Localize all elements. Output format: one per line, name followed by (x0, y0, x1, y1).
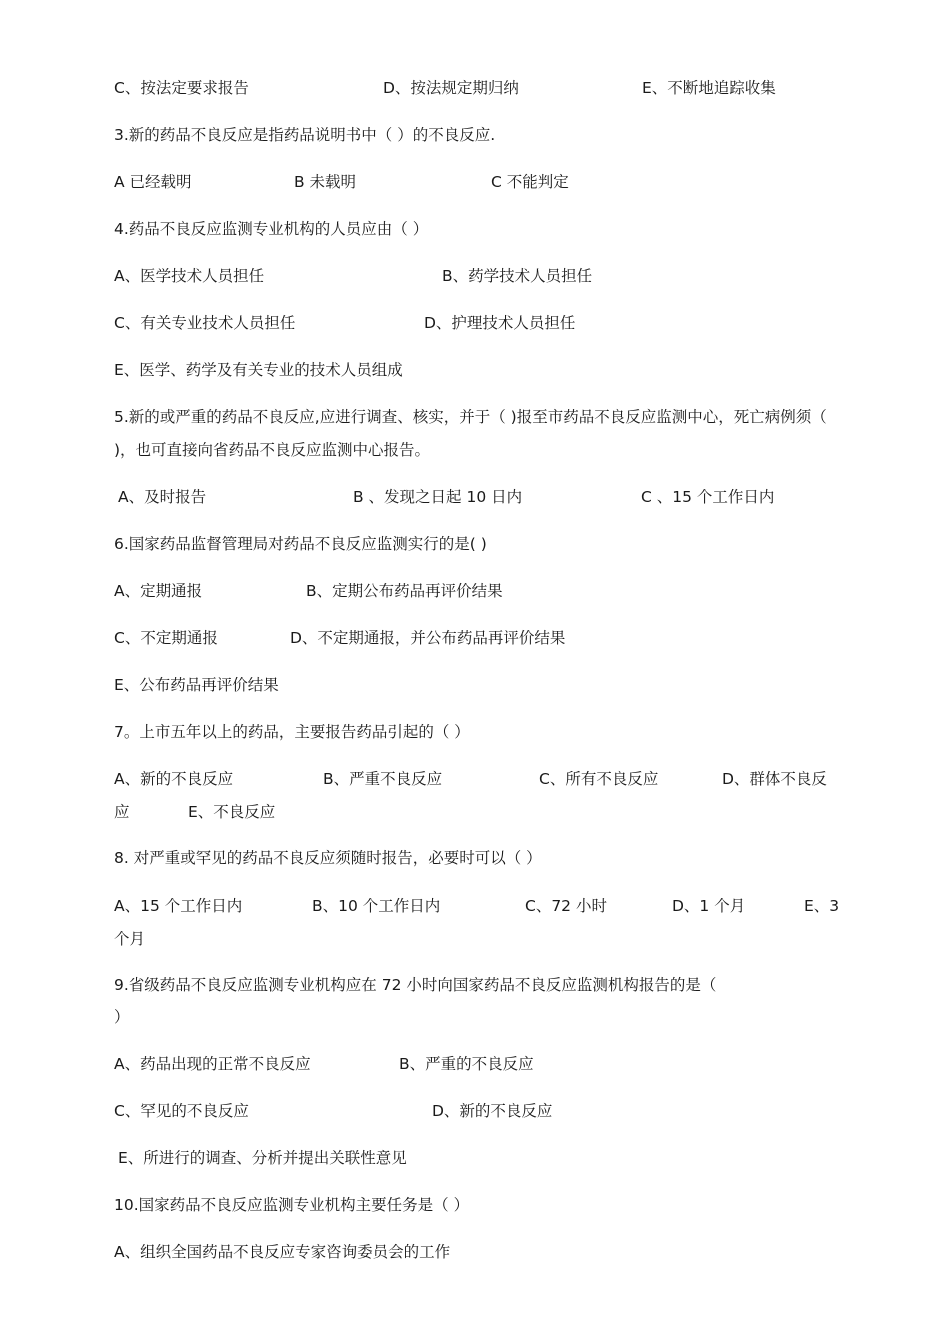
option-c-text: C、按法定要求报告 (114, 79, 249, 97)
q6-option-a: A、定期通报 (114, 582, 203, 600)
q7-option-d: D、群体不良反 (722, 770, 827, 788)
question-10: 10.国家药品不良反应监测专业机构主要任务是（ ） (114, 1196, 470, 1214)
question-3: 3.新的药品不良反应是指药品说明书中（ ）的不良反应. (114, 126, 496, 144)
q9-option-b: B、严重的不良反应 (399, 1055, 534, 1073)
question-6: 6.国家药品监督管理局对药品不良反应监测实行的是( ) (114, 535, 487, 553)
question-5: 5.新的或严重的药品不良反应,应进行调查、核实，并于（ )报至市药品不良反应监测中心，死亡病例须（ )，也可直接向省药品不良反应监测中心报告。 (114, 408, 827, 459)
question-4: 4.药品不良反应监测专业机构的人员应由（ ） (114, 220, 429, 238)
q9-option-a: A、药品出现的正常不良反应 (114, 1055, 311, 1073)
q9-option-e: E、所进行的调查、分析并提出关联性意见 (118, 1149, 407, 1167)
q3-option-a: A 已经载明 (114, 173, 192, 191)
question-7: 7。上市五年以上的药品，主要报告药品引起的（ ） (114, 723, 470, 741)
q4-option-e: E、医学、药学及有关专业的技术人员组成 (114, 361, 403, 379)
q5-option-c: C 、15 个工作日内 (641, 488, 775, 506)
q7-option-b: B、严重不良反应 (323, 770, 443, 788)
q7-option-e: E、不良反应 (188, 803, 276, 821)
q9-option-d: D、新的不良反应 (432, 1102, 553, 1120)
q7-option-a: A、新的不良反应 (114, 770, 234, 788)
q6-option-b: B、定期公布药品再评价结果 (306, 582, 503, 600)
q5-option-b: B 、发现之日起 10 日内 (353, 488, 523, 506)
option-e-text: E、不断地追踪收集 (642, 79, 776, 97)
q4-option-b: B、药学技术人员担任 (442, 267, 593, 285)
q3-option-c: C 不能判定 (491, 173, 569, 191)
q10-option-a: A、组织全国药品不良反应专家咨询委员会的工作 (114, 1243, 451, 1261)
question-8: 8. 对严重或罕见的药品不良反应须随时报告，必要时可以（ ） (114, 849, 542, 867)
q6-option-c: C、不定期通报 (114, 629, 218, 647)
q8-option-b: B、10 个工作日内 (312, 897, 441, 915)
q4-option-d: D、护理技术人员担任 (424, 314, 576, 332)
q8-option-e-cont: 个月 (114, 930, 146, 948)
q6-option-d: D、不定期通报，并公布药品再评价结果 (290, 629, 566, 647)
q5-option-a: A、及时报告 (118, 488, 207, 506)
q8-option-a: A、15 个工作日内 (114, 897, 243, 915)
q7-option-d-cont: 应 (114, 803, 130, 821)
q6-option-e: E、公布药品再评价结果 (114, 676, 279, 694)
q9-option-c: C、罕见的不良反应 (114, 1102, 249, 1120)
q8-option-d: D、1 个月 (672, 897, 746, 915)
q3-option-b: B 未载明 (294, 173, 357, 191)
q8-option-c: C、72 小时 (525, 897, 607, 915)
option-d-text: D、按法规定期归纳 (383, 79, 519, 97)
question-9-cont: ） (114, 1008, 130, 1026)
q8-option-e: E、3 (804, 897, 840, 915)
q4-option-c: C、有关专业技术人员担任 (114, 314, 296, 332)
q4-option-a: A、医学技术人员担任 (114, 267, 265, 285)
q7-option-c: C、所有不良反应 (539, 770, 659, 788)
question-9: 9.省级药品不良反应监测专业机构应在 72 小时向国家药品不良反应监测机构报告的是（ (114, 976, 717, 994)
